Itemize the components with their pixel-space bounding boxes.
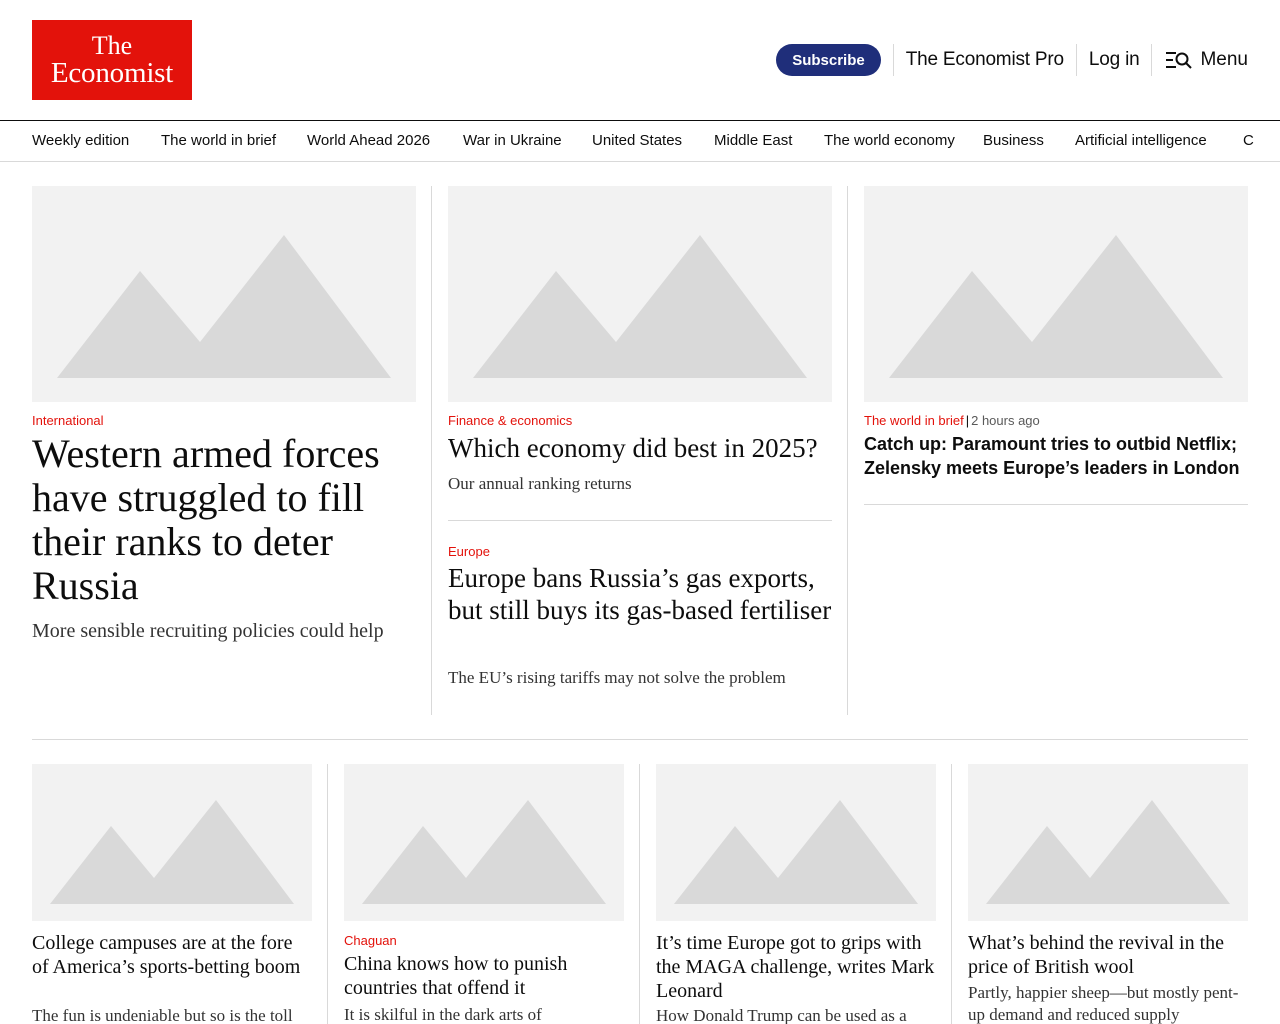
middle-story-1[interactable] bbox=[448, 186, 832, 496]
story-headline[interactable]: What’s behind the revival in the price of British wool bbox=[968, 932, 1225, 978]
story-image bbox=[864, 186, 1248, 402]
story-standfirst: It is skilful in the dark arts of bbox=[344, 1005, 542, 1024]
world-in-brief-story[interactable] bbox=[864, 186, 1248, 486]
nav-world-economy[interactable]: The world economy bbox=[824, 132, 955, 149]
divider bbox=[1151, 44, 1152, 76]
nav-business[interactable]: Business bbox=[983, 132, 1044, 149]
story-standfirst: Our annual ranking returns bbox=[448, 474, 632, 493]
economist-logo[interactable] bbox=[32, 20, 192, 100]
story-headline[interactable]: China knows how to punish countries that offend it bbox=[344, 953, 568, 999]
column-divider bbox=[431, 186, 432, 715]
story-standfirst: The fun is undeniable but so is the toll bbox=[32, 1006, 293, 1024]
image-placeholder-icon bbox=[448, 186, 832, 402]
image-placeholder-icon bbox=[32, 764, 312, 921]
story-standfirst: How Donald Trump can be used as a bbox=[656, 1006, 907, 1024]
story-divider bbox=[448, 520, 832, 521]
story-standfirst: The EU’s rising tariffs may not solve the problem bbox=[448, 668, 786, 687]
nav-world-in-brief[interactable]: The world in brief bbox=[161, 132, 277, 149]
image-placeholder-icon bbox=[968, 764, 1248, 921]
story-rubric: Finance & economics bbox=[448, 413, 573, 428]
nav-united-states[interactable]: United States bbox=[592, 132, 683, 149]
image-placeholder-icon bbox=[32, 186, 416, 402]
story-headline[interactable]: It’s time Europe got to grips with the MAGA challenge, writes Mark Leonard bbox=[656, 932, 935, 1002]
nav-weekly-edition[interactable]: Weekly edition bbox=[32, 132, 130, 149]
column-divider bbox=[847, 186, 848, 715]
story-headline[interactable]: College campuses are at the fore of America’s sports-betting boom bbox=[32, 932, 301, 978]
nav-middle-east[interactable]: Middle East bbox=[714, 132, 793, 149]
story-rubric: Chaguan bbox=[344, 933, 397, 948]
masthead bbox=[0, 0, 1280, 120]
image-placeholder-icon bbox=[864, 186, 1248, 402]
story-headline[interactable]: Western armed forces have struggled to fill their ranks to deter Russia bbox=[32, 431, 380, 608]
story-rubric: The world in brief bbox=[864, 413, 964, 428]
economist-pro-link[interactable]: The Economist Pro bbox=[905, 49, 1064, 70]
story-image bbox=[448, 186, 832, 402]
column-divider bbox=[327, 764, 328, 1024]
menu-button[interactable] bbox=[1164, 49, 1248, 71]
story-image bbox=[32, 186, 416, 402]
story-rubric: Europe bbox=[448, 544, 490, 559]
story-timestamp: 2 hours ago bbox=[971, 413, 1040, 428]
story-image bbox=[32, 764, 312, 921]
middle-story-2[interactable] bbox=[448, 540, 832, 700]
section-divider bbox=[32, 739, 1248, 740]
header-actions bbox=[776, 44, 1248, 76]
divider bbox=[893, 44, 894, 76]
lead-story[interactable] bbox=[32, 186, 416, 656]
story-headline[interactable]: Catch up: Paramount tries to outbid Netflix; Zelensky meets Europe’s leaders in London bbox=[864, 434, 1240, 478]
nav-world-ahead[interactable]: World Ahead 2026 bbox=[307, 132, 431, 149]
image-placeholder-icon bbox=[656, 764, 936, 921]
logo-line-1: The bbox=[91, 31, 133, 60]
nav-overflow-item[interactable]: C bbox=[1243, 132, 1254, 149]
divider bbox=[1076, 44, 1077, 76]
column-divider bbox=[639, 764, 640, 1024]
story-rubric-line: The world in brief | 2 hours ago bbox=[864, 413, 1040, 428]
menu-label: Menu bbox=[1200, 49, 1248, 70]
story-headline[interactable]: Which economy did best in 2025? bbox=[448, 433, 818, 463]
login-link[interactable]: Log in bbox=[1088, 49, 1140, 70]
section-nav bbox=[0, 120, 1280, 162]
bottom-story-3[interactable] bbox=[656, 764, 936, 1024]
story-image bbox=[656, 764, 936, 921]
nav-war-in-ukraine[interactable]: War in Ukraine bbox=[463, 132, 562, 149]
story-headline[interactable]: Europe bans Russia’s gas exports, but still buys its gas-based fertiliser bbox=[448, 563, 832, 625]
story-image bbox=[344, 764, 624, 921]
story-image bbox=[968, 764, 1248, 921]
image-placeholder-icon bbox=[344, 764, 624, 921]
story-standfirst: Partly, happier sheep—but mostly pent-up demand and reduced supply bbox=[968, 983, 1239, 1024]
menu-search-icon bbox=[1166, 51, 1192, 69]
column-divider bbox=[951, 764, 952, 1024]
subscribe-button[interactable]: Subscribe bbox=[776, 44, 881, 76]
bottom-story-4[interactable] bbox=[968, 764, 1248, 1024]
story-standfirst: More sensible recruiting policies could help bbox=[32, 620, 384, 642]
bottom-story-1[interactable] bbox=[32, 764, 312, 1024]
logo-line-2: Economist bbox=[50, 57, 174, 89]
nav-artificial-intelligence[interactable]: Artificial intelligence bbox=[1075, 132, 1207, 149]
story-divider bbox=[864, 504, 1248, 505]
bottom-story-2[interactable] bbox=[344, 764, 624, 1024]
story-rubric: International bbox=[32, 413, 104, 428]
